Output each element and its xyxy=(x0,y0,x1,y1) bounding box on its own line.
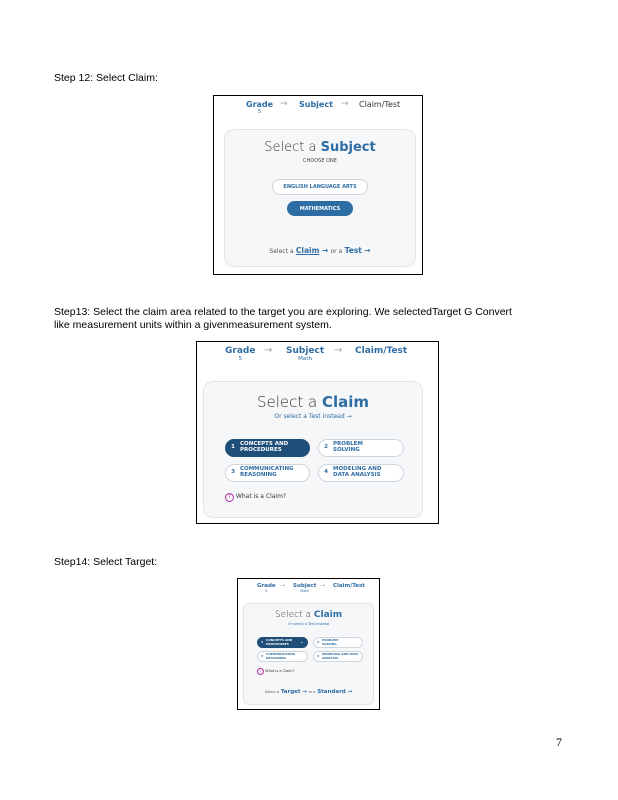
claim-1-button[interactable] xyxy=(257,637,308,648)
claim-panel xyxy=(243,603,374,705)
arrow-right-icon: → xyxy=(364,246,371,255)
crumb-subject-label: Subject xyxy=(286,346,325,356)
footer-prefix: Select a xyxy=(269,248,294,255)
claim-panel xyxy=(203,381,423,518)
screenshot-select-subject xyxy=(213,95,423,275)
arrow-right-icon: → xyxy=(321,246,329,255)
footer-or: or a xyxy=(308,690,316,694)
claim-number: 1 xyxy=(260,639,264,644)
claim-number: 3 xyxy=(231,469,235,476)
crumb-subject[interactable]: Subject xyxy=(299,100,333,109)
claim-label: MODELING AND DATA ANALYSIS xyxy=(322,652,359,660)
footer-prefix: Select a xyxy=(264,690,279,694)
select-standard-link[interactable]: Standard xyxy=(317,689,346,695)
claim-3-button[interactable] xyxy=(225,464,310,482)
claim-label: CONCEPTS AND PROCEDURES xyxy=(240,441,289,453)
crumb-subject[interactable] xyxy=(286,346,324,362)
panel-subtitle: CHOOSE ONE xyxy=(303,158,337,164)
claim-2-button[interactable] xyxy=(318,439,404,457)
title-bold: Claim xyxy=(321,393,370,411)
footer-or: or a xyxy=(330,248,343,255)
page-number: 7 xyxy=(556,735,562,749)
claim-3-button[interactable] xyxy=(257,651,308,662)
help-label: What is a Claim? xyxy=(265,669,295,673)
panel-footer xyxy=(244,689,373,695)
panel-title xyxy=(225,140,415,155)
arrow-right-icon: → xyxy=(264,345,273,356)
arrow-right-icon: → xyxy=(346,413,352,420)
claim-1-button[interactable] xyxy=(225,439,310,457)
claim-number: 4 xyxy=(316,653,320,658)
arrow-right-icon: → xyxy=(347,689,353,695)
crumb-grade-value: 5 xyxy=(257,109,262,115)
breadcrumb xyxy=(197,346,438,372)
arrow-right-icon: → xyxy=(341,99,349,109)
select-target-link[interactable]: Target xyxy=(280,689,301,695)
arrow-right-icon: → xyxy=(320,582,326,589)
step-12-text: Step 12: Select Claim: xyxy=(54,72,158,84)
claim-label: MODELING AND DATA ANALYSIS xyxy=(333,466,382,478)
crumb-grade-value: 5 xyxy=(238,356,242,362)
claim-number: 3 xyxy=(260,653,264,658)
claim-label: COMMUNICATING REASONING xyxy=(240,466,294,478)
arrow-right-icon: → xyxy=(302,689,307,695)
title-prefix: Select a xyxy=(256,393,318,411)
panel-title xyxy=(244,610,373,620)
question-icon: ? xyxy=(257,668,264,675)
what-is-claim-link[interactable] xyxy=(225,493,286,502)
crumb-subject-value: Math xyxy=(300,589,309,593)
claim-number: 2 xyxy=(316,639,320,644)
panel-title xyxy=(204,393,422,411)
crumb-subject-value: Math xyxy=(298,356,313,362)
claim-label: PROBLEM SOLVING xyxy=(322,638,339,646)
step-13-line-1: Step13: Select the claim area related to the target you are exploring. We selectedTarget G Convert xyxy=(54,306,512,318)
claim-label: COMMUNICATING REASONING xyxy=(266,652,296,660)
panel-footer xyxy=(225,246,415,255)
help-label: What is a Claim? xyxy=(235,493,287,500)
crumb-grade[interactable] xyxy=(246,100,273,115)
crumb-grade[interactable] xyxy=(225,346,255,362)
claim-4-button[interactable] xyxy=(318,464,404,482)
select-test-link[interactable]: Or select a Test instead xyxy=(274,413,345,420)
question-icon: ? xyxy=(225,493,234,502)
crumb-claim-test[interactable]: Claim/Test xyxy=(359,100,401,109)
title-bold: Subject xyxy=(320,140,376,155)
select-claim-link[interactable]: Claim xyxy=(295,246,320,255)
crumb-subject-label: Subject xyxy=(293,583,317,589)
arrow-right-icon: → xyxy=(280,99,288,109)
panel-subtitle[interactable] xyxy=(204,413,422,420)
crumb-grade-label: Grade xyxy=(225,346,256,356)
step-14-text: Step14: Select Target: xyxy=(54,556,158,568)
crumb-subject[interactable] xyxy=(293,583,316,593)
crumb-grade[interactable] xyxy=(257,583,276,593)
claim-number: 4 xyxy=(324,469,328,476)
title-prefix: Select a xyxy=(274,610,312,620)
claim-number: 1 xyxy=(231,444,235,451)
step-13-line-2: like measurement units within a givenmeasurement system. xyxy=(54,319,332,331)
subject-panel xyxy=(224,129,416,267)
claim-label: CONCEPTS AND PROCEDURES xyxy=(266,638,293,646)
crumb-claim-test[interactable]: Claim/Test xyxy=(333,583,365,589)
crumb-grade-label: Grade xyxy=(257,583,276,589)
chevron-down-icon: ⌄ xyxy=(300,639,304,645)
claim-number: 2 xyxy=(324,444,328,451)
crumb-grade-label: Grade xyxy=(246,100,274,109)
panel-subtitle[interactable]: Or select a Test instead xyxy=(288,622,329,626)
ela-button[interactable]: ENGLISH LANGUAGE ARTS xyxy=(272,179,368,195)
arrow-right-icon: → xyxy=(334,345,343,356)
crumb-grade-value: 5 xyxy=(265,589,268,593)
mathematics-button[interactable]: MATHEMATICS xyxy=(287,201,353,216)
title-prefix: Select a xyxy=(264,140,317,155)
breadcrumb xyxy=(214,100,422,126)
title-bold: Claim xyxy=(313,610,343,620)
claim-label: PROBLEM SOLVING xyxy=(333,441,363,453)
what-is-claim-link[interactable] xyxy=(257,668,294,675)
crumb-claim-test[interactable]: Claim/Test xyxy=(355,346,408,356)
claim-2-button[interactable] xyxy=(313,637,363,648)
select-test-link[interactable]: Test xyxy=(344,246,362,255)
screenshot-select-claim xyxy=(196,341,439,524)
claim-4-button[interactable] xyxy=(313,651,363,662)
screenshot-select-target xyxy=(237,578,380,710)
arrow-right-icon: → xyxy=(280,582,286,589)
